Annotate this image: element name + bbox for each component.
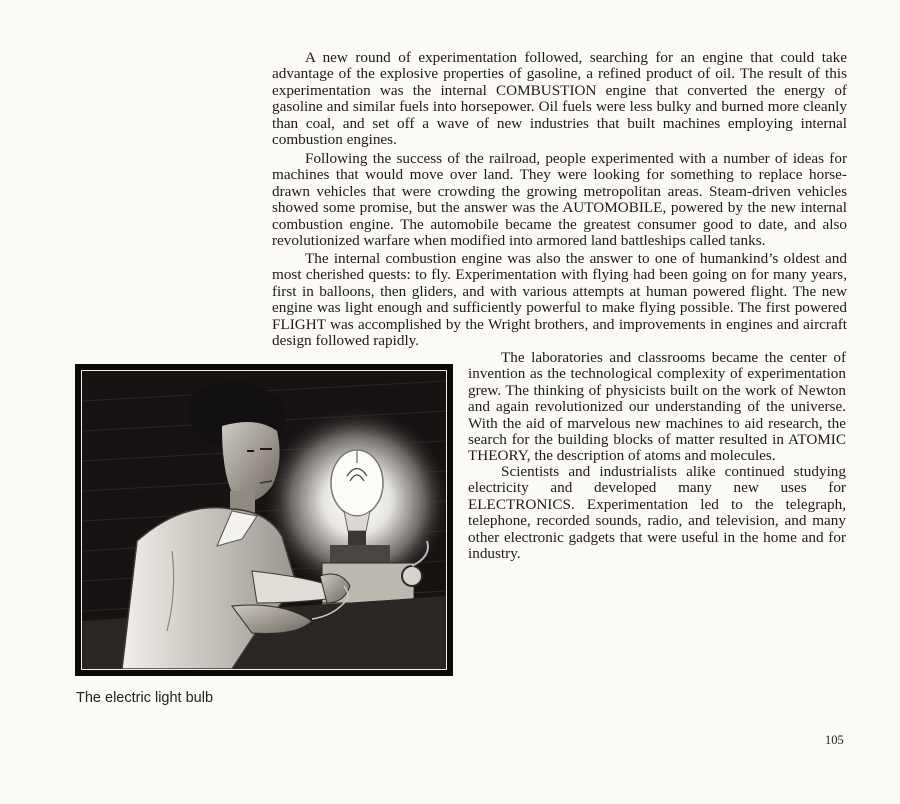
light-bulb-illustration — [81, 370, 447, 670]
inventor-with-light-bulb-drawing — [82, 371, 446, 669]
body-paragraph: The laboratories and classrooms became the center of invention as the technological complexity of experimentation grew. The thinking of physicists built on the work of Newton and again revolutionized our understanding of the universe. With the aid of marvelous new machines to aid research, the search for the building blocks of matter resulted in ATOMIC THEORY, the description of atoms and molecules. — [468, 349, 846, 465]
body-paragraph: Scientists and industrialists alike continued studying electricity and developed many new uses for ELECTRONICS. Experimentation led to the telegraph, telephone, recorded sounds, radio, and television, and many other electronic gadgets that were useful in the home and for industry. — [468, 463, 846, 563]
figure-caption: The electric light bulb — [76, 690, 214, 706]
illustration-frame — [75, 364, 453, 676]
page-number: 105 — [825, 733, 844, 747]
body-paragraph: Following the success of the railroad, people experimented with a number of ideas for machines that would move over land. They were looking for something to replace horse-drawn vehicles that were crowding the growing metropolitan areas. Steam-driven vehicles showed some promise, but the answer was the AUTOMOBILE, powered by the new internal combustion engine. The automobile became the greatest consumer good to date, and also revolutionized warfare when modified into armored land battleships called tanks. — [272, 150, 847, 250]
body-paragraph: A new round of experimentation followed, searching for an engine that could take advantage of the explosive properties of gasoline, a refined product of oil. The result of this experimentation was the internal COMBUSTION engine that converted the energy of gasoline and similar fuels into horsepower. Oil fuels were less bulky and burned more cleanly than coal, and set off a wave of new industries that built machines employing internal combustion engines. — [272, 49, 847, 149]
body-paragraph: The internal combustion engine was also the answer to one of humankind’s oldest and most cherished quests: to fly. Experimentation with flying had been going on for many years, first in balloons, then gliders, and with various attempts at human powered flight. The new engine was light enough and sufficiently powerful to make flying possible. The first powered FLIGHT was accomplished by the Wright brothers, and improvements in engines and aircraft design followed rapidly. — [272, 250, 847, 350]
